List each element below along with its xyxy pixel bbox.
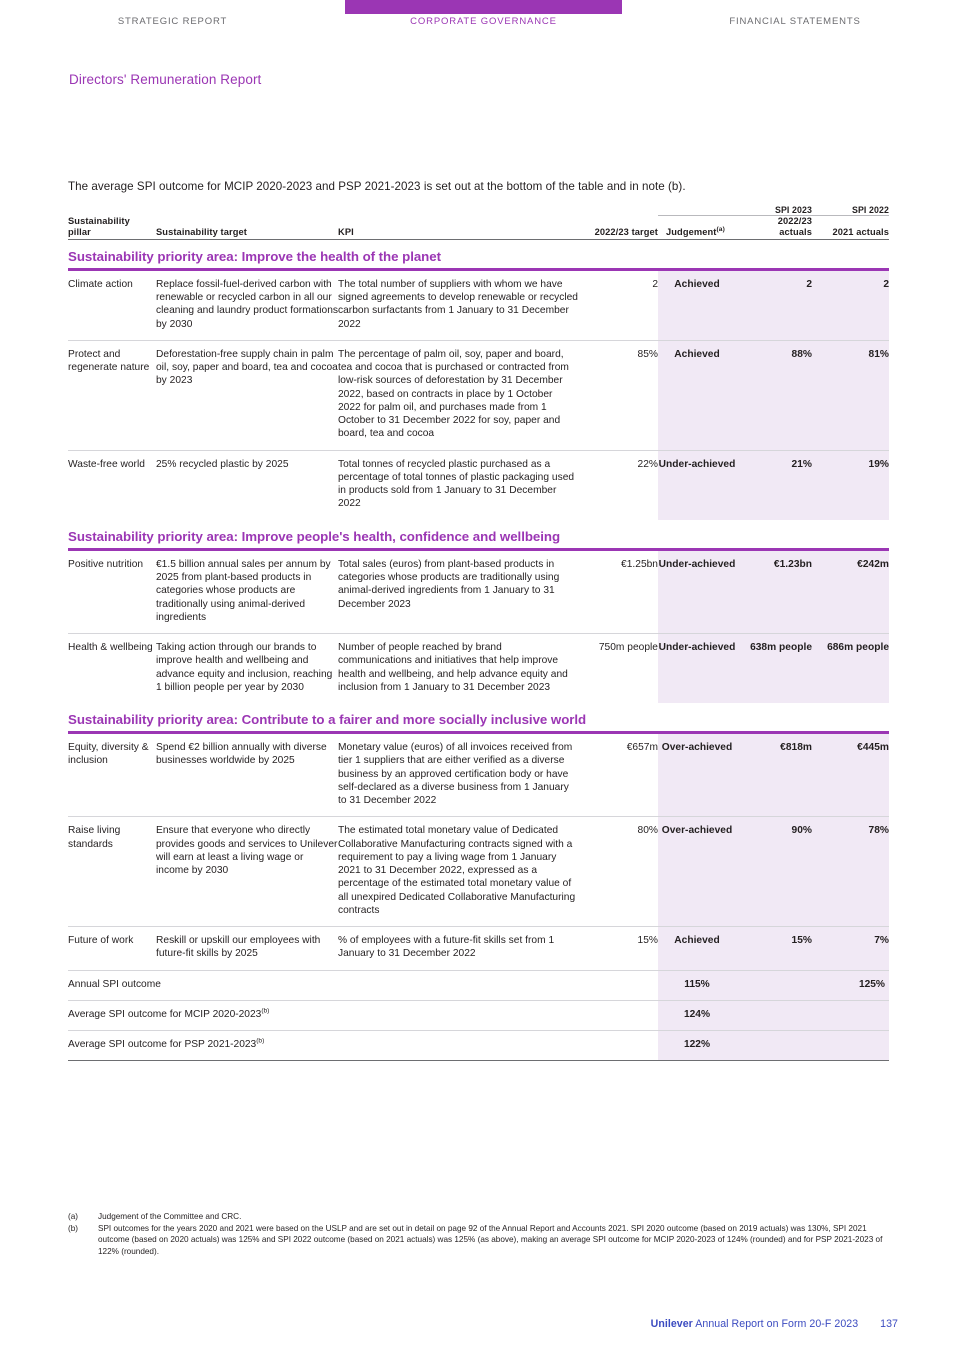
cell-kpi: Total tonnes of recycled plastic purchased as a percentage of total tonnes of plastic packaging used in products sold from 1 January to 31 December 2022: [338, 450, 578, 520]
summary-actuals-2223-value: [736, 970, 812, 1000]
col-header-kpi: [338, 216, 578, 240]
cell-actuals-2021: 78%: [812, 817, 889, 927]
spi-outcomes-table: [68, 205, 889, 1061]
footnote-b-text: SPI outcomes for the years 2020 and 2021 were based on the USLP and are set out in detail on page 92 of the Annual Report and Accounts 2021. SPI 2020 outcome (based on 2019 actuals) was 130%, SPI 2021 outcome (based on 2020 actuals) was 125% and SPI 2022 outcome (based on 2021 actuals) was 125% (as above), making an average SPI outcome for MCIP 2020-2023 of 124% (rounded) and for PSP 2021-2023 of 122% (rounded).: [98, 1223, 883, 1256]
cell-kpi: % of employees with a future-fit skills set from 1 January to 31 December 2022: [338, 927, 578, 971]
cell-target: Ensure that everyone who directly provides goods and services to Unilever will earn at least a living wage or income by 2030: [156, 817, 338, 927]
col-header-actuals-2021-label: 2021 actuals: [832, 227, 889, 238]
cell-actuals-2021: 2: [812, 271, 889, 341]
section-banner-row: [68, 239, 889, 271]
spacer-cell-4: [578, 205, 658, 216]
col-header-target-label: Sustainability target: [156, 226, 247, 237]
cell-pillar: Waste-free world: [68, 450, 156, 520]
table-row: [68, 734, 889, 817]
cell-target: Replace fossil-fuel-derived carbon with renewable or recycled carbon in all our cleaning and laundry product formations by 2030: [156, 278, 339, 330]
section-nav-items: [0, 16, 968, 27]
cell-pillar: Positive nutrition: [68, 558, 144, 570]
cell-judgement: Under-achieved: [658, 634, 736, 704]
cell-actuals-2223: €1.23bn: [736, 551, 812, 634]
summary-label: Average SPI outcome for PSP 2021-2023: [68, 1039, 257, 1051]
section-banner-cell: [68, 239, 889, 271]
section-banner-cell: [68, 703, 889, 734]
cell-target-2223: 750m people: [578, 634, 658, 704]
col-header-target-2223-label: 2022/23 target: [594, 226, 658, 237]
cell-judgement: Over-achieved: [658, 817, 736, 927]
summary-footnote-marker: (b): [256, 1037, 265, 1045]
col-header-pillar-line1: Sustainability: [68, 215, 130, 226]
cell-kpi: Number of people reached by brand communications and initiatives that help improve health and wellbeing, and help advance equity and inclusion from 1 January to 31 December 2023: [338, 634, 578, 704]
cell-target: Taking action through our brands to improve health and wellbeing and advance equity and inclusion, reaching 1 billion people per year by 2030: [156, 634, 338, 704]
cell-actuals-2021: €445m: [812, 734, 889, 817]
section-title: Sustainability priority area: Improve people's health, confidence and wellbeing: [68, 528, 561, 544]
summary-actuals-2223-value: [736, 1000, 812, 1030]
cell-actuals-2223: 2: [736, 271, 812, 341]
cell-actuals-2223: 90%: [736, 817, 812, 927]
cell-kpi: The estimated total monetary value of Dedicated Collaborative Manufacturing contracts signed with a requirement to pay a living wage from 1 January 2021 to 31 December 2022, expressed as a percentage of the estimated total monetary value of all unexpired Dedicated Collaborative Manufacturing contracts: [338, 817, 578, 927]
cell-target-2223: 85%: [578, 340, 658, 450]
cell-actuals-2223: 88%: [736, 340, 812, 450]
col-header-judgement: [658, 216, 736, 240]
cell-judgement: Achieved: [658, 271, 736, 341]
cell-kpi: Total sales (euros) from plant-based products in categories whose products are traditionally using animal-derived ingredients from 1 January to 31 December 2023: [338, 558, 560, 610]
summary-row-average-spi-psp: [68, 1031, 889, 1061]
cell-kpi: The percentage of palm oil, soy, paper and board, tea and cocoa that is purchased or contracted from low-risk sources of deforestation by 31 December 2022, based on contracts in place by 1 October 2022 for palm oil, and purchases made from 1 October to 31 December 2022 for soy, paper and board, tea and cocoa: [338, 340, 578, 450]
summary-label: Average SPI outcome for MCIP 2020-2023: [68, 1008, 262, 1020]
cell-actuals-2021: 81%: [812, 340, 889, 450]
summary-judgement-value: 122%: [658, 1031, 736, 1061]
active-section-indicator: [345, 0, 622, 14]
cell-kpi: The total number of suppliers with whom we have signed agreements to develop renewable or recycled carbon surfactants from 1 January to 31 December 2022: [338, 278, 578, 330]
summary-footnote-marker: (b): [261, 1007, 270, 1015]
section-banner-row: [68, 520, 889, 551]
footnote-a-mark: (a): [68, 1212, 79, 1221]
spacer-cell-3: [338, 205, 578, 216]
cell-target: 25% recycled plastic by 2025: [156, 450, 338, 520]
cell-pillar: Future of work: [68, 927, 156, 971]
footnote-b-mark: (b): [68, 1223, 79, 1233]
section-title: Sustainability priority area: Improve the health of the planet: [68, 248, 441, 264]
col-header-pillar-line2: pillar: [68, 226, 91, 237]
cell-target-2223: €1.25bn: [621, 558, 658, 570]
col-header-pillar: [68, 216, 156, 240]
section-banner-row: [68, 703, 889, 734]
col-header-judgement-label: Judgement: [666, 227, 717, 238]
cell-actuals-2021: €242m: [812, 551, 889, 634]
cell-target: €1.5 billion annual sales per annum by 2025 from plant-based products in categories whose products are traditionally using animal-derived ingredients: [156, 558, 331, 623]
col-header-actuals-2021: [812, 216, 889, 240]
col-header-kpi-label: KPI: [338, 226, 354, 237]
summary-row-annual-spi: [68, 970, 889, 1000]
cell-target-2223: 22%: [578, 450, 658, 520]
footer-title: Annual Report on Form 20-F 2023: [692, 1318, 859, 1330]
cell-judgement: Over-achieved: [658, 734, 736, 817]
cell-target-2223: €657m: [626, 742, 658, 754]
cell-actuals-2021: 7%: [812, 927, 889, 971]
cell-judgement: Under-achieved: [658, 450, 736, 520]
cell-target-2223: 15%: [578, 927, 658, 971]
cell-pillar: Health & wellbeing: [68, 634, 156, 704]
spi-2023-group-spacer: [658, 205, 736, 216]
table-row: [68, 340, 889, 450]
running-head-title: Directors' Remuneration Report: [69, 72, 262, 87]
table-row: [68, 634, 889, 704]
summary-label: Annual SPI outcome: [68, 970, 658, 1000]
summary-actuals-2021-value: 125%: [812, 970, 889, 1000]
col-header-target: [156, 216, 338, 240]
nav-item-financial-statements[interactable]: FINANCIAL STATEMENTS: [729, 16, 861, 27]
cell-kpi: Monetary value (euros) of all invoices received from tier 1 suppliers that are either verified as a diverse business by an approved certification body or have self-declared as a diverse business from 1 January to 31 December 2022: [338, 742, 573, 807]
summary-judgement-value: 115%: [658, 970, 736, 1000]
page-footer: [0, 1318, 968, 1330]
cell-pillar: Protect and regenerate nature: [68, 340, 156, 450]
footnote-a-text: Judgement of the Committee and CRC.: [98, 1212, 242, 1221]
cell-actuals-2021: 19%: [812, 450, 889, 520]
summary-judgement-value: 124%: [658, 1000, 736, 1030]
col-header-target-2223: [578, 216, 658, 240]
footer-brand: Unilever: [650, 1318, 693, 1330]
spacer-cell-2: [156, 205, 338, 216]
section-navigation: [0, 0, 968, 40]
table-row: [68, 927, 889, 971]
nav-item-corporate-governance[interactable]: CORPORATE GOVERNANCE: [410, 16, 557, 27]
cell-pillar: Climate action: [68, 278, 133, 290]
summary-label-wrap: [68, 1000, 658, 1030]
table-header-row: [68, 216, 889, 240]
nav-item-strategic-report[interactable]: STRATEGIC REPORT: [117, 16, 228, 27]
footnotes-block: [68, 1211, 898, 1258]
section-banner-cell: [68, 520, 889, 551]
section-title: Sustainability priority area: Contribute to a fairer and more socially inclusive world: [68, 712, 587, 728]
cell-actuals-2223: 638m people: [736, 634, 812, 704]
spi-table-container: [68, 205, 889, 1061]
cell-target: Reskill or upskill our employees with future-fit skills by 2025: [156, 927, 338, 971]
cell-pillar: Equity, diversity & inclusion: [68, 742, 149, 767]
col-header-actuals-2223: [736, 216, 812, 240]
cell-target: Deforestation-free supply chain in palm oil, soy, paper and board, tea and cocoa by 2023: [156, 340, 338, 450]
footnote-b: [68, 1223, 898, 1258]
table-group-header-row: [68, 205, 889, 216]
summary-actuals-2223-value: [736, 1031, 812, 1061]
spi-2023-group-label: SPI 2023: [736, 205, 812, 216]
cell-actuals-2223: €818m: [736, 734, 812, 817]
summary-actuals-2021-value: [812, 1031, 889, 1061]
table-row: [68, 551, 889, 634]
cell-pillar: Raise living standards: [68, 817, 156, 927]
cell-judgement: Under-achieved: [658, 551, 736, 634]
footnote-a: [68, 1211, 898, 1223]
summary-actuals-2021-value: [812, 1000, 889, 1030]
summary-label-wrap: [68, 1031, 658, 1061]
table-row: [68, 271, 889, 341]
cell-judgement: Achieved: [658, 340, 736, 450]
cell-judgement: Achieved: [658, 927, 736, 971]
cell-actuals-2021: 686m people: [812, 634, 889, 704]
summary-row-average-spi-mcip: [68, 1000, 889, 1030]
cell-target-2223: 2: [652, 278, 658, 290]
judgement-footnote-marker: (a): [716, 226, 725, 234]
col-header-actuals-2223-line2: actuals: [779, 227, 812, 238]
cell-target: Spend €2 billion annually with diverse businesses worldwide by 2025: [156, 742, 327, 767]
cell-actuals-2223: 15%: [736, 927, 812, 971]
footer-page-number: 137: [880, 1318, 898, 1330]
col-header-actuals-2223-line1: 2022/23: [777, 216, 812, 226]
cell-target-2223: 80%: [578, 817, 658, 927]
cell-actuals-2223: 21%: [736, 450, 812, 520]
table-row: [68, 450, 889, 520]
spi-2022-group-label: SPI 2022: [812, 205, 889, 216]
spacer-cell-1: [68, 205, 156, 216]
table-row: [68, 817, 889, 927]
intro-paragraph: The average SPI outcome for MCIP 2020-2023 and PSP 2021-2023 is set out at the bottom of the table and in note (b).: [68, 180, 686, 193]
